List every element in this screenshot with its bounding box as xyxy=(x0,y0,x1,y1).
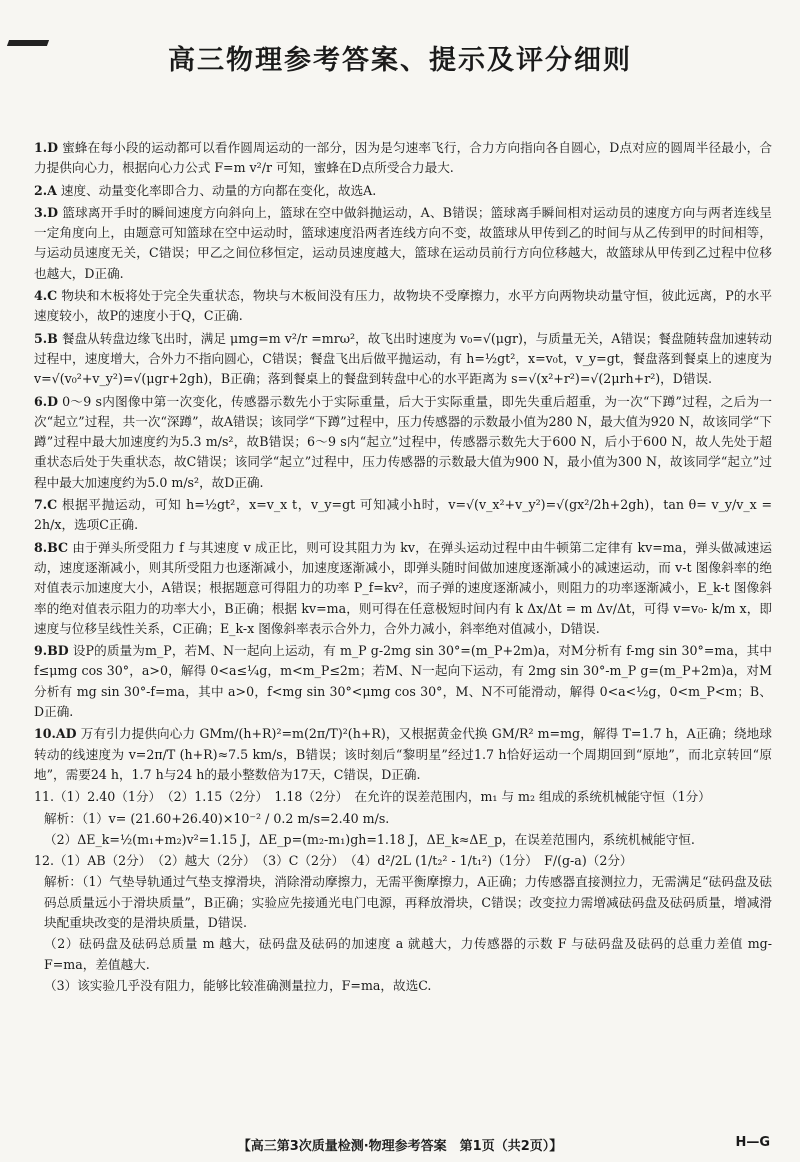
answer-item-4 xyxy=(34,286,772,327)
item-number: 6.D xyxy=(34,393,59,409)
q12-analysis-3: （3）该实验几乎没有阻力，能够比较准确测量拉力，F=ma，故选C. xyxy=(44,977,432,993)
item-text: 根据平抛运动，可知 h=½gt²，x=v_x t，v_y=gt 可知减小h时，v=√(v_x²+v_y²)=√(gx²/2h+2gh)，tan θ= v_y/v_x = 2h/x，选项C正确. xyxy=(34,497,772,533)
q11-analysis-1: 解析：（1）v= (21.60+26.40)×10⁻² / 0.2 m/s=2.40 m/s. xyxy=(44,810,390,826)
q12-analysis-2: （2）砝码盘及砝码总质量 m 越大，砝码盘及砝码的加速度 a 就越大，力传感器的示数 F 与砝码盘及砝码的总重力差值 mg-F=ma，差值越大. xyxy=(44,936,772,972)
item-number: 7.C xyxy=(34,497,58,513)
answer-item-9 xyxy=(34,641,772,722)
item-text: 餐盘从转盘边缘飞出时，满足 μmg=m v²/r =mrω²，故飞出时速度为 v₀=√(μgr)，与质量无关，A错误；餐盘随转盘加速转动过程中，速度增大，合外力不指向圆心，C错误；餐盘飞出后做平抛运动，有 h=½gt²，x=v₀t，v_y=gt，餐盘落到餐桌上的速度为 v=√(v₀²+v_y²)=√(μgr+2gh)，B正确；落到餐桌上的餐盘到转盘中心的水平距离为 s=√(x²+r²)=√(2μrh+r²)，D错误. xyxy=(34,330,772,387)
item-text: 万有引力提供向心力 GMm/(h+R)²=m(2π/T)²(h+R)，又根据黄金代换 GM/R² m=mg，解得 T=1.7 h，A正确；绕地球转动的线速度为 v=2π/T (h+R)≈7.5 km/s，B错误；该时刻后“黎明星”经过1.7 h恰好运动一个周期回到“原地”，而北京转回“原地”，需要24 h，1.7 h与24 h的最小整数倍为17天，C错误，D正确. xyxy=(34,726,772,782)
item-number: 4.C xyxy=(34,288,58,304)
answer-content xyxy=(34,138,772,997)
page-footer xyxy=(0,1135,800,1154)
answer-item-2 xyxy=(34,181,772,201)
item-number: 2.A xyxy=(34,182,57,198)
q12-answer: 12.（1）AB（2分） （2）越大（2分） （3）C（2分） （4）d²/2L (1/t₂² - 1/t₁²)（1分） F/(g-a)（2分） xyxy=(34,853,633,869)
item-number: 9.BD xyxy=(34,643,69,659)
item-number: 10.AD xyxy=(34,726,77,742)
item-text: 0～9 s内图像中第一次变化，传感器示数先小于实际重量，后大于实际重量，即先失重后超重，为一次“下蹲”过程，之后为一次“起立”过程，共一次“深蹲”，故A错误；该同学“下蹲”过程中，压力传感器的示数最小值为280 N，最大值为920 N，故该同学“下蹲”过程中最大加速度约为5.3 m/s²，故B错误；6～9 s内“起立”过程中，传感器示数先大于600 N，后小于600 N，故人先处于超重状态后处于失重状态，故C错误；该同学“起立”过程中，压力传感器的示数最大值为900 N，最小值为300 N，故该同学“起立”过程中最大加速度约为5.0 m/s²，故D正确. xyxy=(34,393,772,490)
answer-item-1 xyxy=(34,138,772,179)
item-text: 篮球离开手时的瞬间速度方向斜向上，篮球在空中做斜抛运动，A、B错误；篮球离手瞬间相对运动员的速度方向与两者连线呈一定角度向上，由题意可知篮球在空中运动时，篮球速度沿两者连线方向不变，故篮球从甲传到乙的时间与从乙传到甲的时间相等，与运动员速度无关，C错误；甲乙之间位移恒定，运动员速度越大，篮球在运动员前行方向位移越大，故篮球从甲传到乙过程中位移也越大，D正确. xyxy=(34,204,772,281)
q12-analysis-1: 解析：（1）气垫导轨通过气垫支撑滑块，消除滑动摩擦力，无需平衡摩擦力，A正确；力传感器直接测拉力，无需满足“砝码盘及砝码总质量远小于滑块质量”，B正确；实验应先接通光电门电源，再释放滑块，C错误；改变拉力需增减砝码盘及砝码质量，增减滑块配重块改变的是滑块质量，D错误. xyxy=(44,874,772,930)
item-text: 由于弹头所受阻力 f 与其速度 v 成正比，则可设其阻力为 kv，在弹头运动过程中由牛顿第二定律有 kv=ma，弹头做减速运动，速度逐渐减小，则其所受阻力也逐渐减小，加速度逐渐减小，即弹头随时间做加速度逐渐减小的减速运动，而 v-t 图像斜率的绝对值表示加速度大小，A错误；根据题意可得阻力的功率 P_f=kv²，而子弹的速度逐渐减小，则阻力的功率逐渐减小，E_k-t 图像斜率的绝对值表示阻力的功率大小，B正确；根据 kv=ma，则可得在任意极短时间内有 k Δx/Δt = m Δv/Δt，可得 v=v₀- k/m x，即速度与位移呈线性关系，C正确；E_k-x 图像斜率表示合外力，合外力减小，斜率绝对值减小，D错误. xyxy=(34,539,772,636)
item-text: 蜜蜂在每小段的运动都可以看作圆周运动的一部分，因为是匀速率飞行，合力方向指向各自圆心，D点对应的圆周半径最小，合力提供向心力，根据向心力公式 F=m v²/r 可知，蜜蜂在D点所受合力最大. xyxy=(34,140,772,176)
answer-item-5 xyxy=(34,329,772,390)
item-number: 5.B xyxy=(34,330,58,346)
answer-item-8 xyxy=(34,538,772,639)
answer-item-10 xyxy=(34,724,772,785)
answer-item-6 xyxy=(34,392,772,493)
item-number: 1.D xyxy=(34,140,59,155)
answer-item-7 xyxy=(34,495,772,536)
item-number: 8.BC xyxy=(34,539,69,555)
footer-code: H—G xyxy=(735,1135,770,1150)
item-text: 设P的质量为m_P，若M、N一起向上运动，有 m_P g-2mg sin 30°=(m_P+2m)a，对M分析有 f-mg sin 30°=ma，其中 f≤μmg cos 30°，a>0，解得 0<a≤¼g，m<m_P≤2m；若M、N一起向下运动，有 2mg sin 30°-m_P g=(m_P+2m)a，对M分析有 mg sin 30°-f=ma，其中 a>0，f<mg sin 30°<μmg cos 30°，M、N不可能滑动，解得 0<a<½g，0<m_P<m；B、D正确. xyxy=(34,643,772,720)
footer-title: 【高三第3次质量检测·物理参考答案 第1页（共2页）】 xyxy=(237,1139,563,1154)
page-title: 高三物理参考答案、提示及评分细则 xyxy=(168,45,632,76)
item-text: 物块和木板将处于完全失重状态，物块与木板间没有压力，故物块不受摩擦力，水平方向两物块动量守恒，彼此远离，P的水平速度较小，故P的速度小于Q，C正确. xyxy=(34,288,772,324)
item-text: 速度、动量变化率即合力、动量的方向都在变化，故选A. xyxy=(60,182,377,198)
item-number: 3.D xyxy=(34,204,59,220)
scan-mark xyxy=(7,40,49,46)
q11-answer: 11.（1）2.40（1分） （2）1.15（2分） 1.18（2分） 在允许的误差范围内，m₁ 与 m₂ 组成的系统机械能守恒（1分） xyxy=(34,789,711,805)
q11-analysis-2: （2）ΔE_k=½(m₁+m₂)v²=1.15 J，ΔE_p=(m₂-m₁)gh=1.18 J，ΔE_k≈ΔE_p，在误差范围内，系统机械能守恒. xyxy=(44,831,695,847)
answer-item-3 xyxy=(34,203,772,284)
